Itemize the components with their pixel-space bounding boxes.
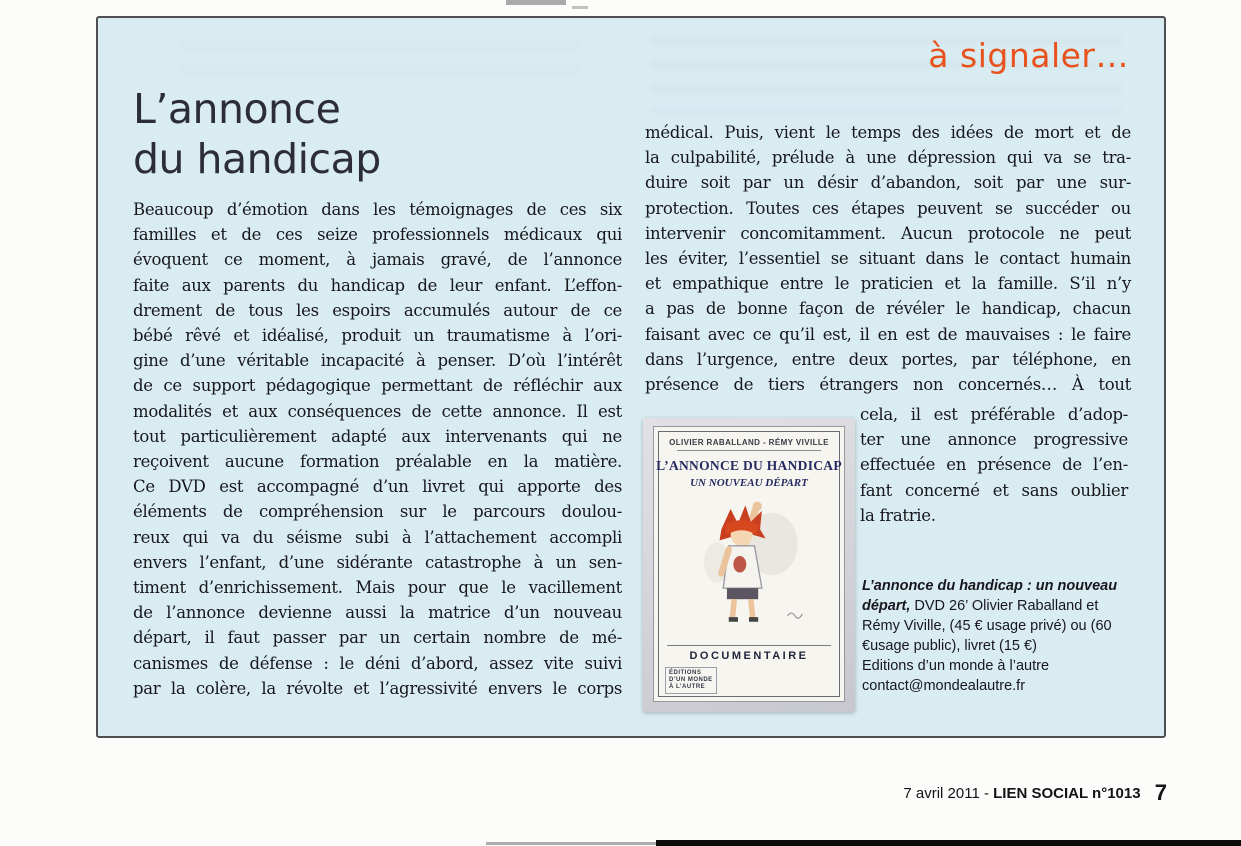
text-line: par la colère, la révolte et l’agressivité envers le corps <box>133 678 622 698</box>
article-left-column <box>133 197 622 701</box>
text-line: la fratrie. <box>860 505 936 525</box>
scan-artifact-bottom-gray <box>486 842 656 845</box>
text-line: les éviter, l’essentiel se situant dans le contact humain <box>645 249 1131 269</box>
text-line: la culpabilité, prélude à une dépression qui va se tra- <box>645 148 1131 168</box>
dvd-authors: OLIVIER RABALLAND - RÉMY VIVILLE <box>669 438 829 447</box>
caption <box>862 576 1134 696</box>
page-number: 7 <box>1154 780 1167 805</box>
dvd-title: L’ANNONCE DU HANDICAP <box>656 458 842 473</box>
text-line: D’UN MONDE <box>669 677 713 683</box>
article-title-line-1: L’annonce <box>133 85 341 133</box>
text-line: faite aux parents du handicap de leur enfant. L’effon- <box>133 275 622 295</box>
text-line: duire soit par un désir d’abandon, soit par une sur- <box>645 173 1131 193</box>
text-line: Beaucoup d’émotion dans les témoignages de ces six <box>133 200 622 219</box>
text-line: reçoivent aucune formation préalable en la matière. <box>133 452 622 472</box>
text-line: À L’AUTRE <box>669 684 706 690</box>
footer-date: 7 avril 2011 - <box>903 785 994 802</box>
text-line: évoquent ce moment, à jamais gravé, de l’annonce <box>133 250 622 270</box>
text-line: cela, il est préférable d’adop- <box>860 405 1128 424</box>
footer-journal: LIEN SOCIAL n°1013 <box>993 785 1141 802</box>
article-title-line-2: du handicap <box>133 135 381 183</box>
dvd-publisher-logo <box>665 667 717 694</box>
text-line: gine d’une véritable incapacité à penser. D’où l’intérêt <box>133 351 622 371</box>
scan-bleedthrough-artifact <box>180 42 580 80</box>
text-line: et empathique entre le praticien et la famille. S’il n’y <box>645 274 1131 294</box>
text-line: reux qui va du séisme subi à l’attachement accompli <box>133 527 622 547</box>
caption-lead: L’annonce du handicap : un nouveau départ, <box>862 578 1118 614</box>
scan-artifact-top-2 <box>572 6 588 9</box>
caption-publisher: Editions d’un monde à l’autre <box>862 658 1050 674</box>
dvd-illustration <box>654 489 844 645</box>
text-line: familles et de ces seize professionnels médicaux qui <box>133 225 622 245</box>
text-line: éléments de compréhension sur le parcours doulou- <box>133 502 622 522</box>
text-line: fant concerné et sans oublier <box>860 480 1128 500</box>
text-line: de ce support pédagogique permettant de réfléchir aux <box>133 376 622 396</box>
dvd-subtitle: UN NOUVEAU DÉPART <box>690 477 808 489</box>
text-line: timent d’enrichissement. Mais pour que le vacillement <box>133 578 622 598</box>
text-line: Ce DVD est accompagné d’un livret qui apporte des <box>133 477 622 497</box>
scan-artifact-top <box>506 0 566 5</box>
dvd-rule <box>677 450 821 451</box>
dvd-cover-photo <box>643 418 855 712</box>
text-line: canismes de défense : le déni d’abord, assez vite suivi <box>133 653 622 673</box>
child-illustration <box>674 498 824 636</box>
text-line: ÉDITIONS <box>669 670 702 676</box>
article-right-column <box>645 120 1131 397</box>
text-line: présence de tiers étrangers non concernés… À tout <box>645 375 1131 395</box>
text-line: a pas de bonne façon de révéler le handicap, chacun <box>645 299 1131 319</box>
text-line: protection. Toutes ces étapes peuvent se succéder ou <box>645 198 1131 218</box>
text-line: médical. Puis, vient le temps des idées de mort et de <box>645 123 1131 142</box>
article-title <box>133 84 381 184</box>
text-line: envers l’enfant, d’une sidérante catastrophe à un sen- <box>133 552 622 572</box>
text-line: bébé rêvé et idéalisé, produit un traumatisme à l’ori- <box>133 326 622 346</box>
contact-email: contact@mondealautre.fr <box>862 678 1026 694</box>
text-line: modalités et aux conséquences de cette annonce. Il est <box>133 401 622 421</box>
text-line: intervenir concomitamment. Aucun protocole ne peut <box>645 223 1131 243</box>
dvd-band: DOCUMENTAIRE <box>667 645 830 665</box>
article-wrap-column <box>860 402 1128 528</box>
text-line: de l’annonce devienne aussi la matrice d’un nouveau <box>133 603 622 623</box>
text-line: ter une annonce progressive <box>860 430 1128 450</box>
caption-body: DVD 26’ Olivier Raballand et Rémy Viville, (45 € usage privé) ou (60 €usage public), livret (15 €) <box>862 598 1112 654</box>
section-tag: à signaler… <box>928 36 1129 75</box>
page-footer <box>903 780 1167 806</box>
text-line: départ, il faut passer par un certain nombre de mé- <box>133 628 622 648</box>
text-line: dans l’urgence, entre deux portes, par téléphone, en <box>645 349 1131 369</box>
text-line: drement de tous les espoirs accumulés autour de ce <box>133 300 622 320</box>
scan-artifact-bottom-black <box>656 840 1241 846</box>
text-line: tout particulièrement adapté aux intervenants qui ne <box>133 426 622 446</box>
text-line: effectuée en présence de l’en- <box>860 455 1128 475</box>
dvd-cover <box>653 426 845 702</box>
text-line: faisant avec ce qu’il est, il en est de mauvaises : le faire <box>645 324 1131 344</box>
